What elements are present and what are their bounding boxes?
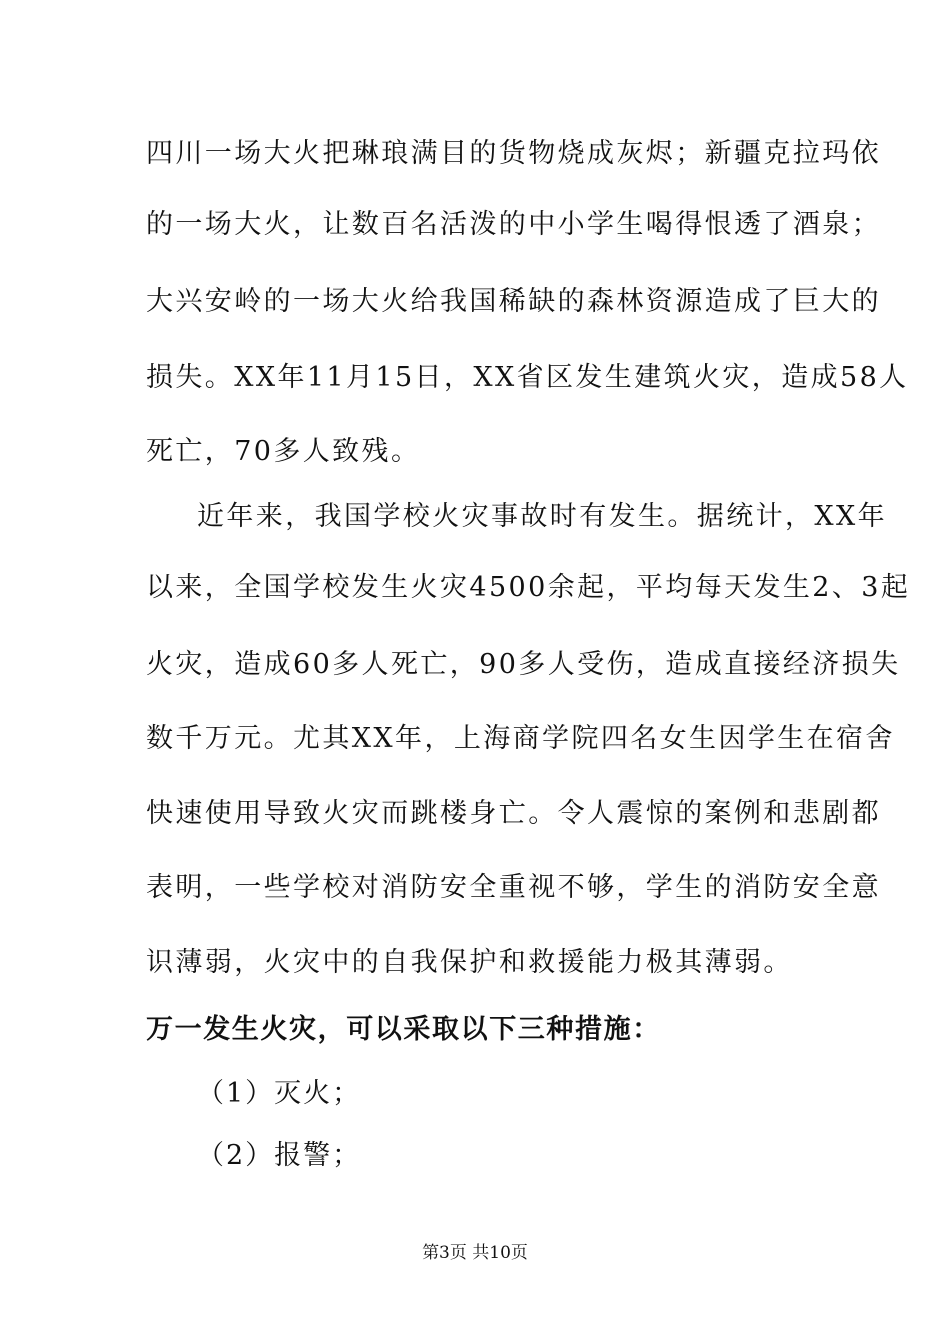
paragraph-2-line-4: 数千万元。尤其XX年，上海商学院四名女生因学生在宿舍	[146, 723, 895, 754]
paragraph-2-line-3: 火灾，造成60多人死亡，90多人受伤，造成直接经济损失	[146, 649, 901, 680]
paragraph-2-line-6: 表明，一些学校对消防安全重视不够，学生的消防安全意	[146, 872, 881, 903]
page-footer: 第3页 共10页	[422, 1243, 528, 1263]
section-heading: 万一发生火灾，可以采取以下三种措施：	[146, 1014, 661, 1045]
paragraph-1-line-2: 的一场大火，让数百名活泼的中小学生喝得恨透了酒泉；	[146, 209, 881, 240]
paragraph-1-line-5: 死亡，70多人致残。	[146, 436, 421, 467]
paragraph-1-line-4: 损失。XX年11月15日，XX省区发生建筑火灾，造成58人	[146, 362, 909, 393]
paragraph-2-line-2: 以来，全国学校发生火灾4500余起，平均每天发生2、3起	[146, 572, 911, 603]
paragraph-1-line-3: 大兴安岭的一场大火给我国稀缺的森林资源造成了巨大的	[146, 286, 881, 317]
paragraph-1-line-1: 四川一场大火把琳琅满目的货物烧成灰烬；新疆克拉玛依	[146, 138, 881, 169]
paragraph-2-line-7: 识薄弱，火灾中的自我保护和救援能力极其薄弱。	[146, 947, 793, 978]
paragraph-2-line-1: 近年来，我国学校火灾事故时有发生。据统计，XX年	[197, 501, 888, 532]
list-item-1: （1）灭火；	[197, 1078, 362, 1109]
paragraph-2-line-5: 快速使用导致火灾而跳楼身亡。令人震惊的案例和悲剧都	[146, 798, 881, 829]
list-item-2: （2）报警；	[197, 1140, 362, 1171]
